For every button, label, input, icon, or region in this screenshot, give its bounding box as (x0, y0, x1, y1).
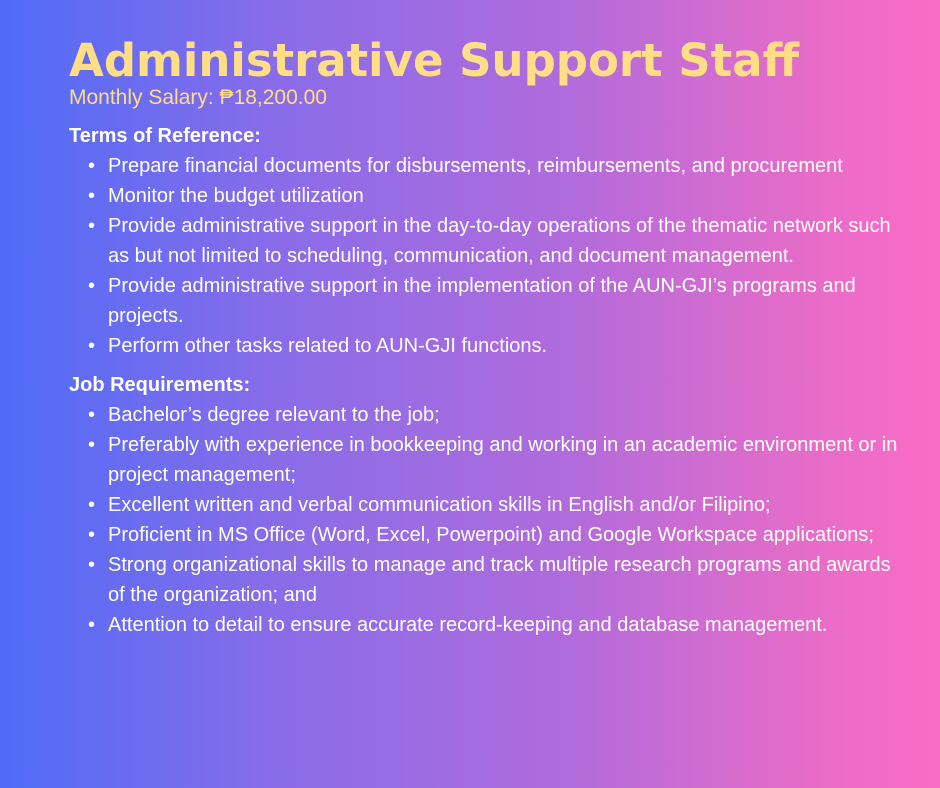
bullet-icon: • (88, 404, 96, 426)
list-item-text: Strong organizational skills to manage and track multiple research programs and awards of the organization; and (108, 554, 891, 606)
list-item (69, 211, 909, 271)
bullet-icon: • (88, 524, 96, 546)
bullet-icon: • (88, 335, 96, 357)
bullet-icon: • (88, 275, 96, 297)
bullet-icon: • (88, 614, 96, 636)
list-item-text: Proficient in MS Office (Word, Excel, Powerpoint) and Google Workspace applications; (108, 524, 874, 546)
bullet-icon: • (88, 155, 96, 177)
list-item (69, 151, 909, 181)
requirements-list (69, 400, 909, 640)
list-item (69, 610, 909, 640)
bullet-icon: • (88, 494, 96, 516)
list-item (69, 331, 909, 361)
list-item (69, 430, 909, 490)
terms-heading: Terms of Reference: (69, 125, 261, 147)
list-item (69, 181, 909, 211)
list-item (69, 550, 909, 610)
list-item (69, 520, 909, 550)
list-item-text: Excellent written and verbal communication skills in English and/or Filipino; (108, 494, 771, 516)
requirements-heading: Job Requirements: (69, 374, 251, 396)
list-item-text: Bachelor’s degree relevant to the job; (108, 404, 440, 426)
list-item-text: Provide administrative support in the implementation of the AUN-GJI’s programs and projects. (108, 275, 856, 327)
bullet-icon: • (88, 215, 96, 237)
list-item-text: Attention to detail to ensure accurate record-keeping and database management. (108, 614, 828, 636)
list-item (69, 490, 909, 520)
list-item-text: Prepare financial documents for disbursements, reimbursements, and procurement (108, 155, 843, 177)
job-title: Administrative Support Staff (69, 34, 800, 87)
bullet-icon: • (88, 185, 96, 207)
bullet-icon: • (88, 554, 96, 576)
list-item-text: Provide administrative support in the day-to-day operations of the thematic network such as but not limited to scheduling, communication, and document management. (108, 215, 891, 267)
list-item-text: Preferably with experience in bookkeeping and working in an academic environment or in project management; (108, 434, 898, 486)
list-item-text: Perform other tasks related to AUN-GJI functions. (108, 335, 548, 357)
list-item-text: Monitor the budget utilization (108, 185, 364, 207)
monthly-salary: Monthly Salary: ₱18,200.00 (69, 86, 327, 109)
bullet-icon: • (88, 434, 96, 456)
job-posting (69, 34, 909, 640)
list-item (69, 400, 909, 430)
terms-list (69, 151, 909, 361)
list-item (69, 271, 909, 331)
